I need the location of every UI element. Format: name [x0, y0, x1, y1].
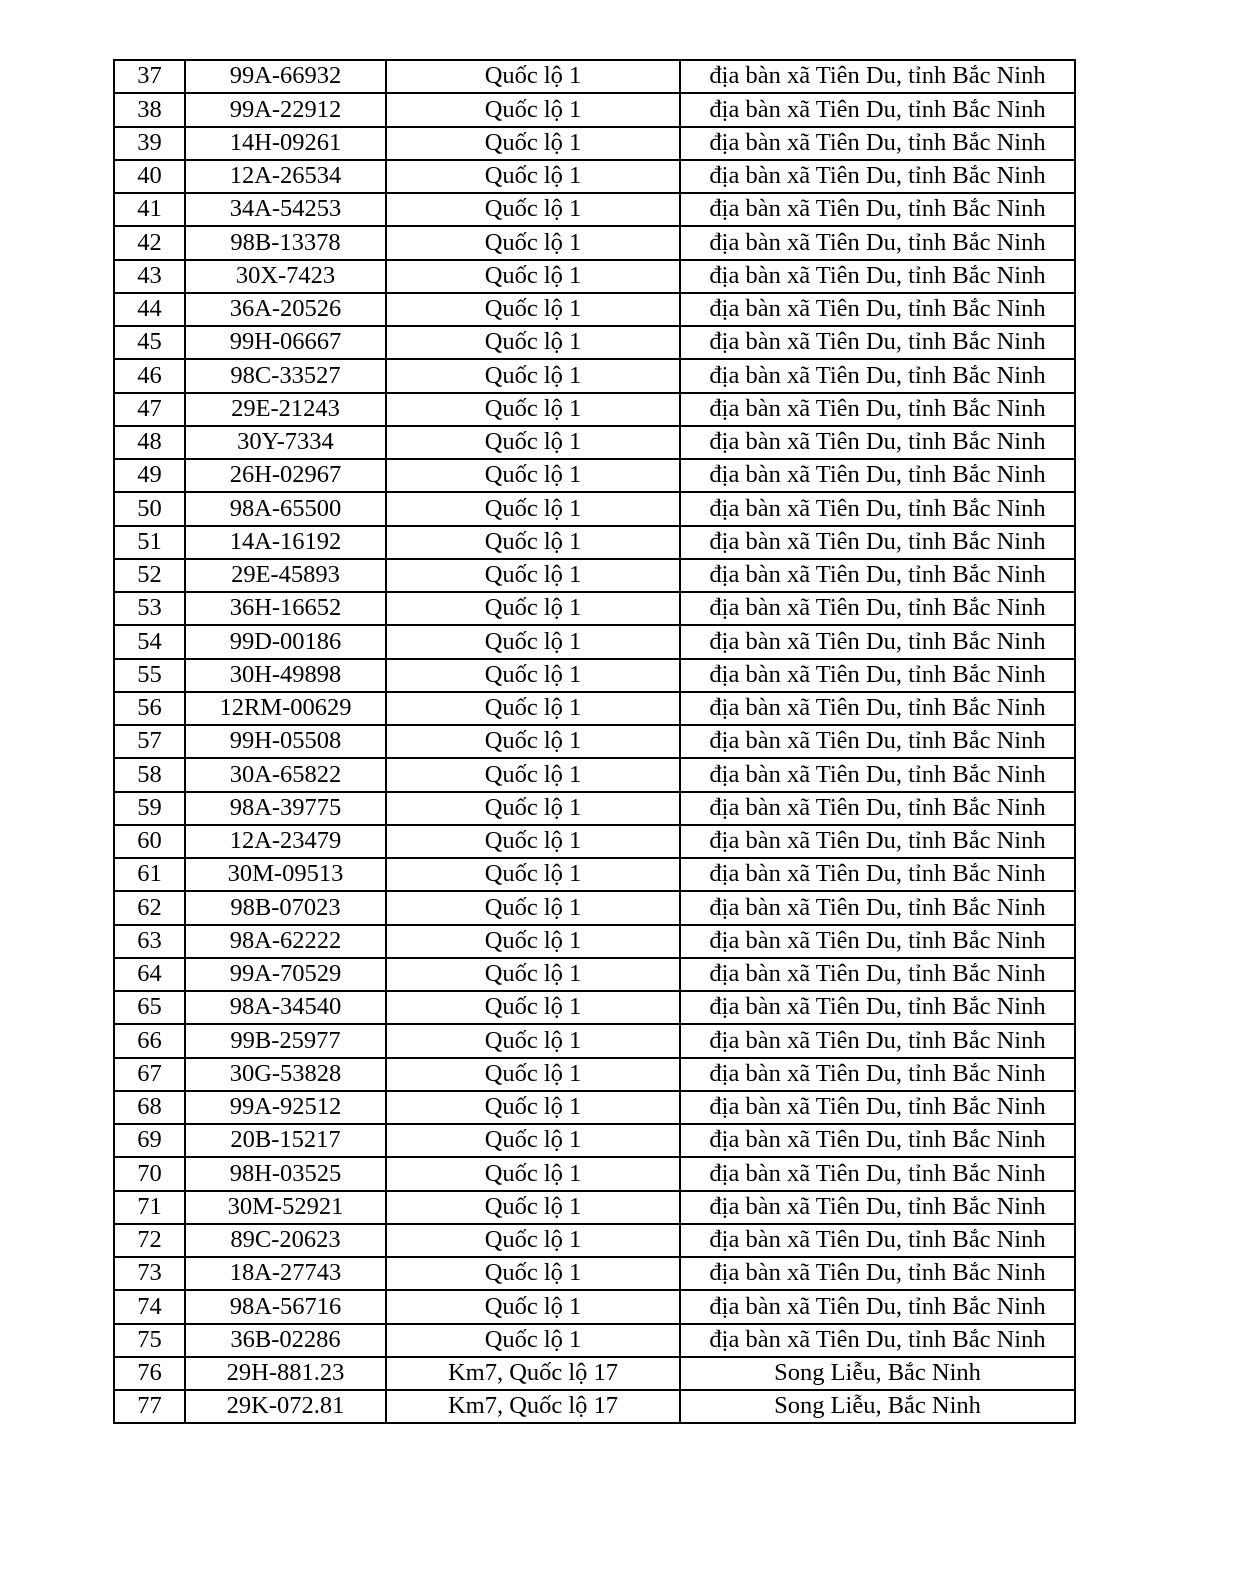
license-plate-cell: 34A-54253	[185, 193, 386, 226]
location-cell: địa bàn xã Tiên Du, tỉnh Bắc Ninh	[680, 559, 1075, 592]
license-plate-cell: 98A-62222	[185, 925, 386, 958]
row-number-cell: 65	[114, 991, 185, 1024]
license-plate-cell: 12RM-00629	[185, 692, 386, 725]
location-cell: địa bàn xã Tiên Du, tỉnh Bắc Ninh	[680, 758, 1075, 791]
table-row	[114, 459, 1075, 492]
road-cell: Quốc lộ 1	[386, 160, 680, 193]
row-number-cell: 55	[114, 659, 185, 692]
location-cell: địa bàn xã Tiên Du, tỉnh Bắc Ninh	[680, 526, 1075, 559]
location-cell: địa bàn xã Tiên Du, tỉnh Bắc Ninh	[680, 891, 1075, 924]
location-cell: địa bàn xã Tiên Du, tỉnh Bắc Ninh	[680, 858, 1075, 891]
location-cell: địa bàn xã Tiên Du, tỉnh Bắc Ninh	[680, 93, 1075, 126]
road-cell: Quốc lộ 1	[386, 559, 680, 592]
table-row	[114, 1390, 1075, 1423]
table-row	[114, 559, 1075, 592]
location-cell: địa bàn xã Tiên Du, tỉnh Bắc Ninh	[680, 925, 1075, 958]
license-plate-cell: 99A-70529	[185, 958, 386, 991]
license-plate-cell: 29E-21243	[185, 393, 386, 426]
row-number-cell: 52	[114, 559, 185, 592]
location-cell: địa bàn xã Tiên Du, tỉnh Bắc Ninh	[680, 625, 1075, 658]
row-number-cell: 37	[114, 60, 185, 93]
table-row	[114, 659, 1075, 692]
table-row	[114, 825, 1075, 858]
location-cell: địa bàn xã Tiên Du, tỉnh Bắc Ninh	[680, 359, 1075, 392]
table-row	[114, 326, 1075, 359]
table-row	[114, 1157, 1075, 1190]
table-row	[114, 426, 1075, 459]
row-number-cell: 42	[114, 226, 185, 259]
road-cell: Quốc lộ 1	[386, 1157, 680, 1190]
table-row	[114, 858, 1075, 891]
road-cell: Quốc lộ 1	[386, 659, 680, 692]
road-cell: Quốc lộ 1	[386, 393, 680, 426]
row-number-cell: 56	[114, 692, 185, 725]
license-plate-cell: 12A-26534	[185, 160, 386, 193]
row-number-cell: 59	[114, 792, 185, 825]
location-cell: địa bàn xã Tiên Du, tỉnh Bắc Ninh	[680, 1058, 1075, 1091]
road-cell: Quốc lộ 1	[386, 1324, 680, 1357]
location-cell: địa bàn xã Tiên Du, tỉnh Bắc Ninh	[680, 692, 1075, 725]
table-row	[114, 991, 1075, 1024]
row-number-cell: 51	[114, 526, 185, 559]
road-cell: Quốc lộ 1	[386, 958, 680, 991]
license-plate-cell: 98B-13378	[185, 226, 386, 259]
row-number-cell: 41	[114, 193, 185, 226]
license-plate-cell: 99H-05508	[185, 725, 386, 758]
location-cell: địa bàn xã Tiên Du, tỉnh Bắc Ninh	[680, 592, 1075, 625]
location-cell: Song Liễu, Bắc Ninh	[680, 1357, 1075, 1390]
license-plate-cell: 89C-20623	[185, 1224, 386, 1257]
table-row	[114, 758, 1075, 791]
row-number-cell: 76	[114, 1357, 185, 1390]
road-cell: Quốc lộ 1	[386, 758, 680, 791]
road-cell: Quốc lộ 1	[386, 891, 680, 924]
location-cell: địa bàn xã Tiên Du, tỉnh Bắc Ninh	[680, 1290, 1075, 1323]
license-plate-cell: 29E-45893	[185, 559, 386, 592]
table-body	[114, 60, 1075, 1423]
location-cell: địa bàn xã Tiên Du, tỉnh Bắc Ninh	[680, 127, 1075, 160]
license-plate-cell: 98A-65500	[185, 492, 386, 525]
location-cell: địa bàn xã Tiên Du, tỉnh Bắc Ninh	[680, 260, 1075, 293]
road-cell: Quốc lộ 1	[386, 93, 680, 126]
license-plate-cell: 26H-02967	[185, 459, 386, 492]
table-row	[114, 891, 1075, 924]
row-number-cell: 71	[114, 1191, 185, 1224]
table-row	[114, 592, 1075, 625]
row-number-cell: 39	[114, 127, 185, 160]
license-plate-cell: 30A-65822	[185, 758, 386, 791]
row-number-cell: 68	[114, 1091, 185, 1124]
row-number-cell: 48	[114, 426, 185, 459]
table-row	[114, 492, 1075, 525]
road-cell: Quốc lộ 1	[386, 1224, 680, 1257]
row-number-cell: 49	[114, 459, 185, 492]
row-number-cell: 75	[114, 1324, 185, 1357]
location-cell: địa bàn xã Tiên Du, tỉnh Bắc Ninh	[680, 60, 1075, 93]
license-plate-cell: 14A-16192	[185, 526, 386, 559]
road-cell: Quốc lộ 1	[386, 193, 680, 226]
road-cell: Km7, Quốc lộ 17	[386, 1357, 680, 1390]
location-cell: địa bàn xã Tiên Du, tỉnh Bắc Ninh	[680, 725, 1075, 758]
road-cell: Quốc lộ 1	[386, 625, 680, 658]
table-row	[114, 625, 1075, 658]
license-plate-cell: 36A-20526	[185, 293, 386, 326]
location-cell: địa bàn xã Tiên Du, tỉnh Bắc Ninh	[680, 492, 1075, 525]
location-cell: địa bàn xã Tiên Du, tỉnh Bắc Ninh	[680, 991, 1075, 1024]
location-cell: Song Liễu, Bắc Ninh	[680, 1390, 1075, 1423]
table-row	[114, 725, 1075, 758]
location-cell: địa bàn xã Tiên Du, tỉnh Bắc Ninh	[680, 1257, 1075, 1290]
road-cell: Quốc lộ 1	[386, 526, 680, 559]
road-cell: Quốc lộ 1	[386, 1290, 680, 1323]
row-number-cell: 63	[114, 925, 185, 958]
location-cell: địa bàn xã Tiên Du, tỉnh Bắc Ninh	[680, 160, 1075, 193]
road-cell: Quốc lộ 1	[386, 925, 680, 958]
location-cell: địa bàn xã Tiên Du, tỉnh Bắc Ninh	[680, 1091, 1075, 1124]
location-cell: địa bàn xã Tiên Du, tỉnh Bắc Ninh	[680, 393, 1075, 426]
license-plate-cell: 30X-7423	[185, 260, 386, 293]
table-row	[114, 958, 1075, 991]
location-cell: địa bàn xã Tiên Du, tỉnh Bắc Ninh	[680, 825, 1075, 858]
location-cell: địa bàn xã Tiên Du, tỉnh Bắc Ninh	[680, 459, 1075, 492]
license-plate-cell: 29K-072.81	[185, 1390, 386, 1423]
row-number-cell: 44	[114, 293, 185, 326]
license-plate-cell: 99H-06667	[185, 326, 386, 359]
location-cell: địa bàn xã Tiên Du, tỉnh Bắc Ninh	[680, 1124, 1075, 1157]
license-plate-cell: 98B-07023	[185, 891, 386, 924]
road-cell: Quốc lộ 1	[386, 1091, 680, 1124]
table-row	[114, 359, 1075, 392]
road-cell: Quốc lộ 1	[386, 1058, 680, 1091]
row-number-cell: 62	[114, 891, 185, 924]
license-plate-cell: 30M-09513	[185, 858, 386, 891]
row-number-cell: 57	[114, 725, 185, 758]
road-cell: Quốc lộ 1	[386, 492, 680, 525]
table-row	[114, 1324, 1075, 1357]
license-plate-cell: 98C-33527	[185, 359, 386, 392]
table-row	[114, 1224, 1075, 1257]
table-row	[114, 260, 1075, 293]
table-row	[114, 692, 1075, 725]
table-row	[114, 293, 1075, 326]
location-cell: địa bàn xã Tiên Du, tỉnh Bắc Ninh	[680, 1324, 1075, 1357]
table-row	[114, 526, 1075, 559]
road-cell: Quốc lộ 1	[386, 226, 680, 259]
table-row	[114, 60, 1075, 93]
license-plate-cell: 99A-66932	[185, 60, 386, 93]
road-cell: Quốc lộ 1	[386, 792, 680, 825]
row-number-cell: 43	[114, 260, 185, 293]
road-cell: Quốc lộ 1	[386, 60, 680, 93]
row-number-cell: 60	[114, 825, 185, 858]
table-row	[114, 792, 1075, 825]
license-plate-cell: 99B-25977	[185, 1024, 386, 1057]
table-row	[114, 1124, 1075, 1157]
location-cell: địa bàn xã Tiên Du, tỉnh Bắc Ninh	[680, 792, 1075, 825]
license-plate-cell: 30G-53828	[185, 1058, 386, 1091]
road-cell: Quốc lộ 1	[386, 1124, 680, 1157]
table-row	[114, 160, 1075, 193]
road-cell: Quốc lộ 1	[386, 1257, 680, 1290]
road-cell: Quốc lộ 1	[386, 426, 680, 459]
row-number-cell: 46	[114, 359, 185, 392]
road-cell: Quốc lộ 1	[386, 725, 680, 758]
table-row	[114, 1091, 1075, 1124]
license-plate-cell: 99A-92512	[185, 1091, 386, 1124]
road-cell: Quốc lộ 1	[386, 592, 680, 625]
row-number-cell: 53	[114, 592, 185, 625]
license-plate-cell: 18A-27743	[185, 1257, 386, 1290]
road-cell: Quốc lộ 1	[386, 127, 680, 160]
row-number-cell: 72	[114, 1224, 185, 1257]
table-row	[114, 393, 1075, 426]
road-cell: Quốc lộ 1	[386, 326, 680, 359]
row-number-cell: 73	[114, 1257, 185, 1290]
license-plate-cell: 12A-23479	[185, 825, 386, 858]
license-plate-cell: 99A-22912	[185, 93, 386, 126]
location-cell: địa bàn xã Tiên Du, tỉnh Bắc Ninh	[680, 426, 1075, 459]
table-row	[114, 1191, 1075, 1224]
license-plate-cell: 98H-03525	[185, 1157, 386, 1190]
road-cell: Quốc lộ 1	[386, 825, 680, 858]
row-number-cell: 54	[114, 625, 185, 658]
row-number-cell: 67	[114, 1058, 185, 1091]
license-plate-cell: 30Y-7334	[185, 426, 386, 459]
road-cell: Quốc lộ 1	[386, 260, 680, 293]
table-row	[114, 1024, 1075, 1057]
table-row	[114, 93, 1075, 126]
location-cell: địa bàn xã Tiên Du, tỉnh Bắc Ninh	[680, 193, 1075, 226]
location-cell: địa bàn xã Tiên Du, tỉnh Bắc Ninh	[680, 326, 1075, 359]
location-cell: địa bàn xã Tiên Du, tỉnh Bắc Ninh	[680, 958, 1075, 991]
road-cell: Km7, Quốc lộ 17	[386, 1390, 680, 1423]
row-number-cell: 50	[114, 492, 185, 525]
license-plate-cell: 14H-09261	[185, 127, 386, 160]
license-plate-cell: 30H-49898	[185, 659, 386, 692]
table-row	[114, 127, 1075, 160]
location-cell: địa bàn xã Tiên Du, tỉnh Bắc Ninh	[680, 1024, 1075, 1057]
table-row	[114, 1290, 1075, 1323]
license-plate-cell: 98A-34540	[185, 991, 386, 1024]
license-plate-cell: 29H-881.23	[185, 1357, 386, 1390]
location-cell: địa bàn xã Tiên Du, tỉnh Bắc Ninh	[680, 293, 1075, 326]
license-plate-cell: 98A-56716	[185, 1290, 386, 1323]
location-cell: địa bàn xã Tiên Du, tỉnh Bắc Ninh	[680, 1191, 1075, 1224]
road-cell: Quốc lộ 1	[386, 1191, 680, 1224]
location-cell: địa bàn xã Tiên Du, tỉnh Bắc Ninh	[680, 659, 1075, 692]
license-plate-cell: 36B-02286	[185, 1324, 386, 1357]
road-cell: Quốc lộ 1	[386, 1024, 680, 1057]
road-cell: Quốc lộ 1	[386, 858, 680, 891]
row-number-cell: 69	[114, 1124, 185, 1157]
road-cell: Quốc lộ 1	[386, 293, 680, 326]
table-row	[114, 193, 1075, 226]
row-number-cell: 58	[114, 758, 185, 791]
road-cell: Quốc lộ 1	[386, 359, 680, 392]
license-plate-cell: 20B-15217	[185, 1124, 386, 1157]
table-row	[114, 1357, 1075, 1390]
row-number-cell: 66	[114, 1024, 185, 1057]
road-cell: Quốc lộ 1	[386, 692, 680, 725]
road-cell: Quốc lộ 1	[386, 459, 680, 492]
row-number-cell: 40	[114, 160, 185, 193]
license-plate-cell: 99D-00186	[185, 625, 386, 658]
row-number-cell: 70	[114, 1157, 185, 1190]
row-number-cell: 45	[114, 326, 185, 359]
row-number-cell: 47	[114, 393, 185, 426]
row-number-cell: 74	[114, 1290, 185, 1323]
row-number-cell: 61	[114, 858, 185, 891]
location-cell: địa bàn xã Tiên Du, tỉnh Bắc Ninh	[680, 1224, 1075, 1257]
license-plate-cell: 30M-52921	[185, 1191, 386, 1224]
table-row	[114, 1257, 1075, 1290]
location-cell: địa bàn xã Tiên Du, tỉnh Bắc Ninh	[680, 226, 1075, 259]
table-row	[114, 1058, 1075, 1091]
violation-table	[113, 59, 1076, 1424]
row-number-cell: 64	[114, 958, 185, 991]
license-plate-cell: 98A-39775	[185, 792, 386, 825]
location-cell: địa bàn xã Tiên Du, tỉnh Bắc Ninh	[680, 1157, 1075, 1190]
road-cell: Quốc lộ 1	[386, 991, 680, 1024]
table-row	[114, 925, 1075, 958]
row-number-cell: 38	[114, 93, 185, 126]
table-row	[114, 226, 1075, 259]
row-number-cell: 77	[114, 1390, 185, 1423]
license-plate-cell: 36H-16652	[185, 592, 386, 625]
